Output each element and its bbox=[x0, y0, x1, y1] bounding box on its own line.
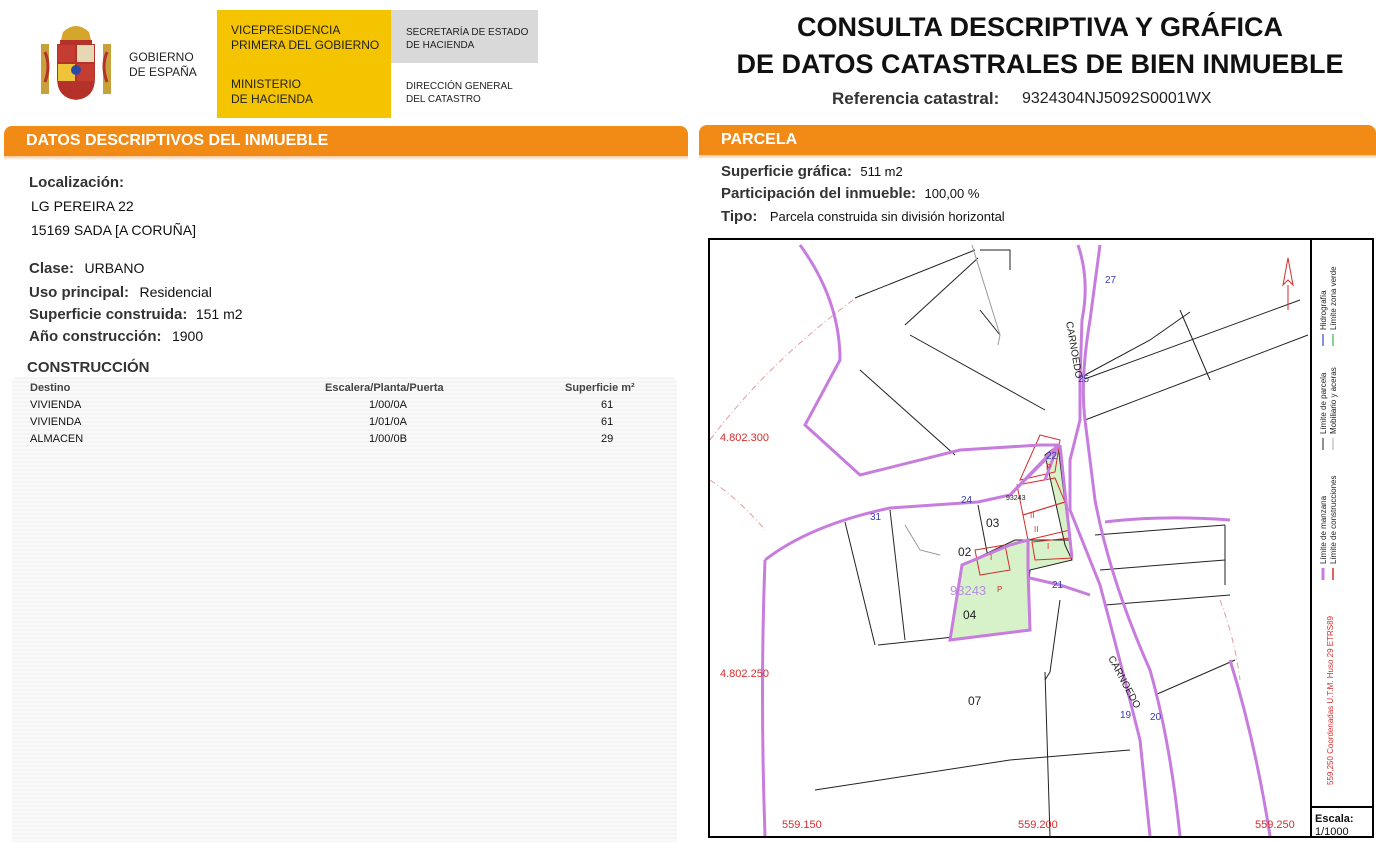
secretaria-text: SECRETARÍA DE ESTADO DE HACIENDA bbox=[406, 27, 529, 51]
uso-row bbox=[29, 284, 212, 302]
anio-value: 1900 bbox=[171, 328, 204, 344]
direccion-text: DIRECCIÓN GENERAL DEL CATASTRO bbox=[406, 81, 513, 105]
datos-section-header bbox=[4, 126, 688, 156]
legend-drawing bbox=[1312, 240, 1374, 808]
legend-item-parcela: Límite de parcela bbox=[1319, 372, 1328, 434]
parcel-03: 03 bbox=[986, 516, 1000, 530]
clase-label: Clase: bbox=[29, 260, 75, 277]
building-mark-i1: I bbox=[990, 553, 993, 562]
x-label-3: 559.250 bbox=[1255, 819, 1295, 831]
anio-label: Año construcción: bbox=[29, 328, 162, 345]
participacion-row bbox=[721, 185, 979, 203]
anio-row bbox=[29, 328, 203, 346]
construccion-title: CONSTRUCCIÓN bbox=[27, 359, 150, 376]
datos-section-title: DATOS DESCRIPTIVOS DEL INMUEBLE bbox=[26, 132, 329, 149]
building-mark-i2: I bbox=[1047, 542, 1050, 551]
coords-note: 559,250 Coordenadas U.T.M. Huso 29 ETRS89 bbox=[1326, 616, 1335, 785]
table-row bbox=[12, 414, 677, 431]
participacion-label: Participación del inmueble: bbox=[721, 185, 917, 202]
gobierno-text: GOBIERNO DE ESPAÑA bbox=[129, 50, 197, 79]
street-num-20: 20 bbox=[1150, 712, 1162, 723]
street-num-22: 22 bbox=[1046, 451, 1058, 462]
superficie-construida-label: Superficie construida: bbox=[29, 306, 188, 323]
table-row bbox=[12, 431, 677, 448]
localizacion-label: Localización: bbox=[29, 174, 125, 191]
table-row bbox=[12, 397, 677, 414]
col-destino: Destino bbox=[30, 382, 71, 394]
clase-value: URBANO bbox=[84, 260, 145, 276]
legend-item-zona-verde: Límite zona verde bbox=[1329, 266, 1338, 330]
street-num-21: 21 bbox=[1052, 580, 1064, 591]
escala-value: 1/1000 bbox=[1315, 826, 1349, 838]
block-number: 93243 bbox=[950, 583, 987, 598]
superficie-construida-value: 151 m2 bbox=[195, 306, 243, 322]
superficie-grafica-row bbox=[721, 163, 903, 181]
uso-value: Residencial bbox=[139, 284, 212, 300]
tipo-value: Parcela construida sin división horizontal bbox=[769, 209, 1005, 224]
tipo-label: Tipo: bbox=[721, 208, 758, 225]
coat-of-arms-icon bbox=[37, 22, 115, 104]
ref-catastral-label: Referencia catastral: bbox=[832, 89, 1000, 108]
block-small: 93243 bbox=[1006, 495, 1026, 502]
parcel-02: 02 bbox=[958, 545, 972, 559]
superficie-construida-row bbox=[29, 306, 243, 324]
y-label-1: 4.802.300 bbox=[720, 432, 769, 444]
street-num-27: 27 bbox=[1105, 275, 1117, 286]
participacion-value: 100,00 % bbox=[924, 186, 980, 201]
ref-catastral-value: 9324304NJ5092S0001WX bbox=[1022, 90, 1212, 107]
cell-escalera: 1/00/0B bbox=[369, 433, 407, 445]
cell-destino: VIVIENDA bbox=[30, 416, 82, 428]
address-line-2: 15169 SADA [A CORUÑA] bbox=[31, 222, 196, 238]
building-mark-ii2: II bbox=[1034, 525, 1039, 534]
clase-row bbox=[29, 260, 144, 278]
parcel-04: 04 bbox=[963, 608, 977, 622]
x-label-2: 559.200 bbox=[1018, 819, 1058, 831]
street-num-24: 24 bbox=[961, 495, 973, 506]
street-label-2: CARNOEDO bbox=[1105, 654, 1143, 711]
construccion-table bbox=[12, 377, 677, 842]
building-mark-p2: P bbox=[997, 585, 1003, 594]
page-title-line-1: CONSULTA DESCRIPTIVA Y GRÁFICA bbox=[796, 12, 1284, 42]
legend-item-construcciones: Límite de construcciones bbox=[1329, 475, 1338, 564]
x-label-1: 559.150 bbox=[782, 819, 822, 831]
building-mark-p1: P bbox=[1046, 463, 1052, 472]
y-label-2: 4.802.250 bbox=[720, 668, 769, 680]
uso-label: Uso principal: bbox=[29, 284, 130, 301]
street-num-31: 31 bbox=[870, 512, 882, 523]
legend-item-manzana: Límite de manzana bbox=[1319, 495, 1328, 564]
cell-superficie: 29 bbox=[601, 433, 614, 445]
cell-superficie: 61 bbox=[601, 399, 614, 411]
street-num-25: 25 bbox=[1078, 374, 1090, 385]
legend-item-mobiliario: Mobiliario y aceras bbox=[1329, 367, 1338, 434]
legend-item-hidrografia: Hidrografía bbox=[1319, 290, 1328, 330]
superficie-grafica-label: Superficie gráfica: bbox=[721, 163, 852, 180]
building-mark-ii1: II bbox=[1030, 511, 1035, 520]
cell-superficie: 61 bbox=[601, 416, 614, 428]
north-arrow-icon bbox=[1283, 258, 1293, 285]
address-line-1: LG PEREIRA 22 bbox=[31, 198, 134, 214]
parcela-section-header bbox=[699, 125, 1376, 155]
cell-destino: VIVIENDA bbox=[30, 399, 82, 411]
cell-escalera: 1/00/0A bbox=[369, 399, 407, 411]
superficie-grafica-value: 511 m2 bbox=[860, 164, 903, 179]
cell-escalera: 1/01/0A bbox=[369, 416, 407, 428]
parcela-section-title: PARCELA bbox=[721, 131, 798, 148]
legend-divider bbox=[1312, 806, 1374, 808]
col-superficie: Superficie m² bbox=[565, 382, 635, 394]
street-label-1: CARNOEDO bbox=[1063, 320, 1084, 380]
vicepresidencia-text: VICEPRESIDENCIA PRIMERA DEL GOBIERNO bbox=[231, 23, 380, 52]
cell-destino: ALMACEN bbox=[30, 433, 84, 445]
table-header-row bbox=[12, 380, 677, 397]
escala-label: Escala: bbox=[1315, 813, 1354, 825]
ministerio-text: MINISTERIO DE HACIENDA bbox=[231, 77, 314, 106]
tipo-row bbox=[721, 208, 1005, 226]
col-escalera: Escalera/Planta/Puerta bbox=[325, 382, 444, 394]
street-num-19: 19 bbox=[1120, 710, 1132, 721]
page-title-line-2: DE DATOS CATASTRALES DE BIEN INMUEBLE bbox=[736, 49, 1344, 79]
parcel-07: 07 bbox=[968, 694, 982, 708]
map-drawing[interactable] bbox=[710, 240, 1310, 836]
